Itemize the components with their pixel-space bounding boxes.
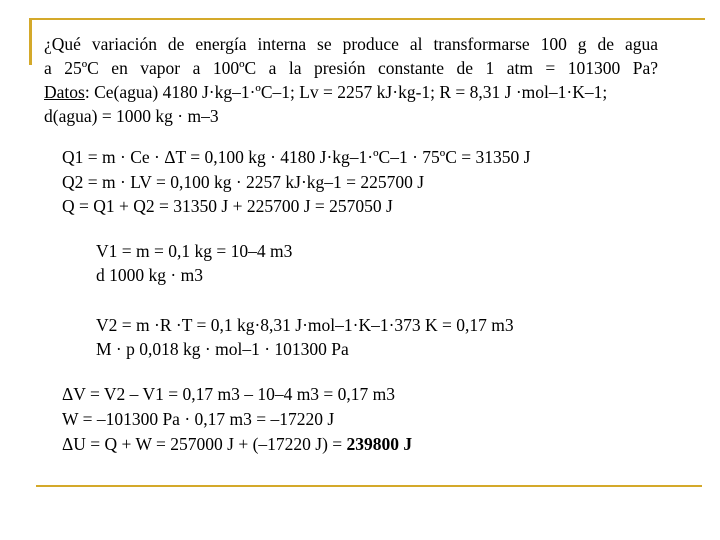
delta-u-equation xyxy=(62,433,412,455)
accent-bottom-rule xyxy=(36,485,702,487)
accent-top-rule xyxy=(29,18,705,20)
q2-equation: Q2 = m · LV = 0,100 kg · 2257 kJ·kg–1 = 225700 J xyxy=(62,172,425,192)
statement-line-2: a 25ºC en vapor a 100ºC a la presión constante de 1 atm = 101300 Pa? xyxy=(44,58,658,78)
delta-u-expression: ΔU = Q + W = 257000 J + (–17220 J) = xyxy=(62,434,347,454)
v1-equation-numerator: V1 = m = 0,1 kg = 10–4 m3 xyxy=(96,241,293,261)
q1-equation: Q1 = m · Ce · ΔT = 0,100 kg · 4180 J·kg–1·ºC–1 · 75ºC = 31350 J xyxy=(62,147,531,167)
delta-v-equation: ΔV = V2 – V1 = 0,17 m3 – 10–4 m3 = 0,17 m3 xyxy=(62,384,396,404)
v2-equation-denominator: M · p 0,018 kg · mol–1 · 101300 Pa xyxy=(96,339,349,359)
datos-text: : Ce(agua) 4180 J·kg–1·ºC–1; Lv = 2257 kJ·kg-1; R = 8,31 J ·mol–1·K–1; xyxy=(84,82,608,102)
statement-line-4: d(agua) = 1000 kg · m–3 xyxy=(44,106,219,126)
v1-equation-denominator: d 1000 kg · m3 xyxy=(96,265,203,285)
q-total-equation: Q = Q1 + Q2 = 31350 J + 225700 J = 257050 J xyxy=(62,196,393,216)
problem-statement xyxy=(44,32,658,128)
statement-line-3 xyxy=(44,80,658,104)
v2-equation-numerator: V2 = m ·R ·T = 0,1 kg·8,31 J·mol–1·K–1·373 K = 0,17 m3 xyxy=(96,315,514,335)
accent-vertical-bar xyxy=(29,18,32,65)
datos-label: Datos xyxy=(44,82,85,102)
delta-u-result: 239800 J xyxy=(346,434,413,454)
statement-line-1: ¿Qué variación de energía interna se produce al transformarse 100 g de agua xyxy=(44,34,658,54)
work-equation: W = –101300 Pa · 0,17 m3 = –17220 J xyxy=(62,409,335,429)
